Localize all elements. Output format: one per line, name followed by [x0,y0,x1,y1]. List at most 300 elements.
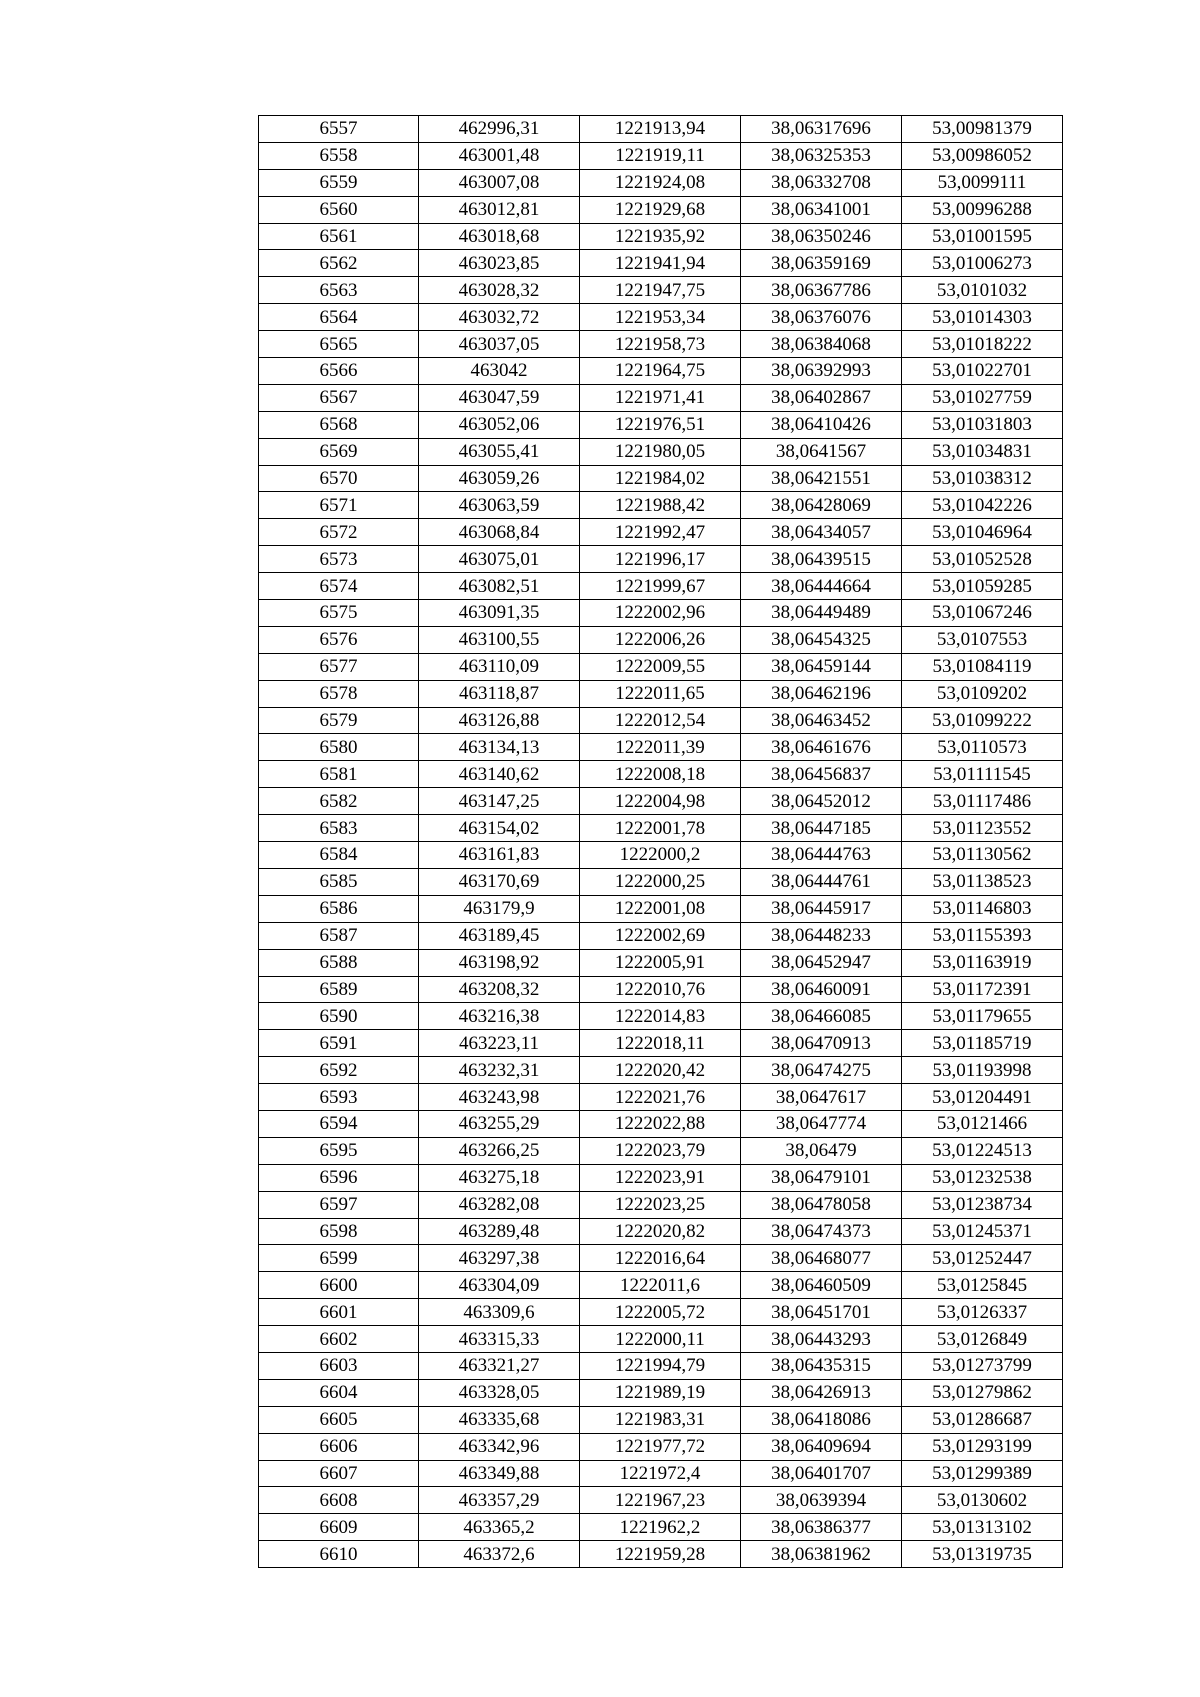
y-coordinate-cell: 1221947,75 [580,277,741,304]
table-row [259,196,1063,223]
latitude-cell: 53,0099111 [902,169,1063,196]
longitude-cell: 38,06456837 [741,761,902,788]
y-coordinate-cell: 1221988,42 [580,492,741,519]
latitude-cell: 53,01172391 [902,976,1063,1003]
x-coordinate-cell: 463091,35 [419,600,580,627]
x-coordinate-cell: 463223,11 [419,1030,580,1057]
point-number-cell: 6570 [259,465,419,492]
point-number-cell: 6603 [259,1352,419,1379]
latitude-cell: 53,01111545 [902,761,1063,788]
table-row [259,411,1063,438]
point-number-cell: 6575 [259,600,419,627]
y-coordinate-cell: 1222000,11 [580,1326,741,1353]
x-coordinate-cell: 463198,92 [419,949,580,976]
latitude-cell: 53,01293199 [902,1433,1063,1460]
y-coordinate-cell: 1222001,08 [580,895,741,922]
point-number-cell: 6584 [259,842,419,869]
coordinates-table [258,115,1063,1568]
y-coordinate-cell: 1221964,75 [580,358,741,385]
point-number-cell: 6576 [259,626,419,653]
longitude-cell: 38,06447185 [741,815,902,842]
table-row [259,1406,1063,1433]
point-number-cell: 6574 [259,573,419,600]
latitude-cell: 53,01031803 [902,411,1063,438]
table-row [259,1084,1063,1111]
y-coordinate-cell: 1222014,83 [580,1003,741,1030]
latitude-cell: 53,01027759 [902,384,1063,411]
x-coordinate-cell: 463047,59 [419,384,580,411]
latitude-cell: 53,0107553 [902,626,1063,653]
table-row [259,384,1063,411]
y-coordinate-cell: 1221959,28 [580,1541,741,1568]
x-coordinate-cell: 463037,05 [419,331,580,358]
y-coordinate-cell: 1221972,4 [580,1460,741,1487]
point-number-cell: 6585 [259,868,419,895]
longitude-cell: 38,06359169 [741,250,902,277]
table-row [259,1541,1063,1568]
table-row [259,895,1063,922]
point-number-cell: 6563 [259,277,419,304]
latitude-cell: 53,0101032 [902,277,1063,304]
longitude-cell: 38,06317696 [741,116,902,143]
y-coordinate-cell: 1221999,67 [580,573,741,600]
point-number-cell: 6571 [259,492,419,519]
x-coordinate-cell: 463082,51 [419,573,580,600]
y-coordinate-cell: 1222020,82 [580,1218,741,1245]
latitude-cell: 53,01123552 [902,815,1063,842]
x-coordinate-cell: 463255,29 [419,1110,580,1137]
latitude-cell: 53,01046964 [902,519,1063,546]
table-row [259,142,1063,169]
table-row [259,626,1063,653]
point-number-cell: 6566 [259,358,419,385]
longitude-cell: 38,06332708 [741,169,902,196]
point-number-cell: 6590 [259,1003,419,1030]
x-coordinate-cell: 463365,2 [419,1514,580,1541]
y-coordinate-cell: 1221996,17 [580,546,741,573]
latitude-cell: 53,01299389 [902,1460,1063,1487]
latitude-cell: 53,01232538 [902,1164,1063,1191]
point-number-cell: 6591 [259,1030,419,1057]
longitude-cell: 38,06386377 [741,1514,902,1541]
point-number-cell: 6587 [259,922,419,949]
table-row [259,1164,1063,1191]
x-coordinate-cell: 463170,69 [419,868,580,895]
longitude-cell: 38,06470913 [741,1030,902,1057]
y-coordinate-cell: 1221971,41 [580,384,741,411]
point-number-cell: 6609 [259,1514,419,1541]
x-coordinate-cell: 463315,33 [419,1326,580,1353]
latitude-cell: 53,0130602 [902,1487,1063,1514]
latitude-cell: 53,01034831 [902,438,1063,465]
point-number-cell: 6572 [259,519,419,546]
point-number-cell: 6606 [259,1433,419,1460]
x-coordinate-cell: 463243,98 [419,1084,580,1111]
y-coordinate-cell: 1222010,76 [580,976,741,1003]
x-coordinate-cell: 463140,62 [419,761,580,788]
table-row [259,546,1063,573]
point-number-cell: 6564 [259,304,419,331]
longitude-cell: 38,06474275 [741,1057,902,1084]
y-coordinate-cell: 1222020,42 [580,1057,741,1084]
longitude-cell: 38,06466085 [741,1003,902,1030]
longitude-cell: 38,06384068 [741,331,902,358]
latitude-cell: 53,01193998 [902,1057,1063,1084]
y-coordinate-cell: 1222016,64 [580,1245,741,1272]
y-coordinate-cell: 1222023,25 [580,1191,741,1218]
table-row [259,250,1063,277]
latitude-cell: 53,0125845 [902,1272,1063,1299]
latitude-cell: 53,00996288 [902,196,1063,223]
point-number-cell: 6578 [259,680,419,707]
y-coordinate-cell: 1222023,79 [580,1137,741,1164]
latitude-cell: 53,01204491 [902,1084,1063,1111]
point-number-cell: 6579 [259,707,419,734]
latitude-cell: 53,0109202 [902,680,1063,707]
longitude-cell: 38,06478058 [741,1191,902,1218]
longitude-cell: 38,06418086 [741,1406,902,1433]
longitude-cell: 38,06452947 [741,949,902,976]
x-coordinate-cell: 463289,48 [419,1218,580,1245]
point-number-cell: 6602 [259,1326,419,1353]
point-number-cell: 6596 [259,1164,419,1191]
x-coordinate-cell: 463042 [419,358,580,385]
point-number-cell: 6558 [259,142,419,169]
latitude-cell: 53,01286687 [902,1406,1063,1433]
table-row [259,868,1063,895]
x-coordinate-cell: 463055,41 [419,438,580,465]
latitude-cell: 53,00986052 [902,142,1063,169]
x-coordinate-cell: 463309,6 [419,1299,580,1326]
table-row [259,331,1063,358]
latitude-cell: 53,0110573 [902,734,1063,761]
point-number-cell: 6599 [259,1245,419,1272]
point-number-cell: 6582 [259,788,419,815]
latitude-cell: 53,01146803 [902,895,1063,922]
point-number-cell: 6600 [259,1272,419,1299]
x-coordinate-cell: 463018,68 [419,223,580,250]
y-coordinate-cell: 1222009,55 [580,653,741,680]
table-row [259,600,1063,627]
table-row [259,358,1063,385]
longitude-cell: 38,06401707 [741,1460,902,1487]
y-coordinate-cell: 1221992,47 [580,519,741,546]
longitude-cell: 38,06479101 [741,1164,902,1191]
y-coordinate-cell: 1221989,19 [580,1379,741,1406]
latitude-cell: 53,00981379 [902,116,1063,143]
x-coordinate-cell: 463349,88 [419,1460,580,1487]
x-coordinate-cell: 463342,96 [419,1433,580,1460]
longitude-cell: 38,06428069 [741,492,902,519]
latitude-cell: 53,0126337 [902,1299,1063,1326]
y-coordinate-cell: 1221976,51 [580,411,741,438]
x-coordinate-cell: 463216,38 [419,1003,580,1030]
point-number-cell: 6573 [259,546,419,573]
longitude-cell: 38,06463452 [741,707,902,734]
x-coordinate-cell: 463154,02 [419,815,580,842]
y-coordinate-cell: 1221983,31 [580,1406,741,1433]
table-row [259,1245,1063,1272]
y-coordinate-cell: 1222000,2 [580,842,741,869]
x-coordinate-cell: 463059,26 [419,465,580,492]
longitude-cell: 38,06434057 [741,519,902,546]
point-number-cell: 6581 [259,761,419,788]
longitude-cell: 38,0639394 [741,1487,902,1514]
x-coordinate-cell: 463179,9 [419,895,580,922]
table-row [259,815,1063,842]
x-coordinate-cell: 463304,09 [419,1272,580,1299]
point-number-cell: 6580 [259,734,419,761]
table-row [259,788,1063,815]
longitude-cell: 38,06410426 [741,411,902,438]
longitude-cell: 38,06474373 [741,1218,902,1245]
y-coordinate-cell: 1221958,73 [580,331,741,358]
longitude-cell: 38,06459144 [741,653,902,680]
table-row [259,976,1063,1003]
point-number-cell: 6561 [259,223,419,250]
longitude-cell: 38,06376076 [741,304,902,331]
x-coordinate-cell: 463189,45 [419,922,580,949]
x-coordinate-cell: 463007,08 [419,169,580,196]
x-coordinate-cell: 463100,55 [419,626,580,653]
point-number-cell: 6608 [259,1487,419,1514]
latitude-cell: 53,01224513 [902,1137,1063,1164]
longitude-cell: 38,06325353 [741,142,902,169]
table-row [259,465,1063,492]
longitude-cell: 38,06350246 [741,223,902,250]
longitude-cell: 38,06341001 [741,196,902,223]
latitude-cell: 53,01279862 [902,1379,1063,1406]
longitude-cell: 38,06451701 [741,1299,902,1326]
y-coordinate-cell: 1221980,05 [580,438,741,465]
latitude-cell: 53,01313102 [902,1514,1063,1541]
y-coordinate-cell: 1222012,54 [580,707,741,734]
y-coordinate-cell: 1221913,94 [580,116,741,143]
coordinates-table-body [259,116,1063,1568]
table-row [259,1030,1063,1057]
point-number-cell: 6610 [259,1541,419,1568]
point-number-cell: 6559 [259,169,419,196]
y-coordinate-cell: 1222008,18 [580,761,741,788]
x-coordinate-cell: 463012,81 [419,196,580,223]
y-coordinate-cell: 1222004,98 [580,788,741,815]
table-row [259,1487,1063,1514]
y-coordinate-cell: 1222006,26 [580,626,741,653]
table-row [259,1460,1063,1487]
point-number-cell: 6593 [259,1084,419,1111]
latitude-cell: 53,01022701 [902,358,1063,385]
x-coordinate-cell: 463032,72 [419,304,580,331]
point-number-cell: 6598 [259,1218,419,1245]
latitude-cell: 53,01099222 [902,707,1063,734]
point-number-cell: 6568 [259,411,419,438]
table-row [259,1433,1063,1460]
y-coordinate-cell: 1222021,76 [580,1084,741,1111]
point-number-cell: 6569 [259,438,419,465]
table-row [259,922,1063,949]
latitude-cell: 53,01067246 [902,600,1063,627]
x-coordinate-cell: 463023,85 [419,250,580,277]
longitude-cell: 38,06435315 [741,1352,902,1379]
table-row [259,492,1063,519]
longitude-cell: 38,06444664 [741,573,902,600]
y-coordinate-cell: 1222002,96 [580,600,741,627]
x-coordinate-cell: 463110,09 [419,653,580,680]
y-coordinate-cell: 1222005,91 [580,949,741,976]
table-row [259,1110,1063,1137]
table-row [259,1137,1063,1164]
x-coordinate-cell: 463075,01 [419,546,580,573]
latitude-cell: 53,01185719 [902,1030,1063,1057]
table-row [259,842,1063,869]
y-coordinate-cell: 1222000,25 [580,868,741,895]
table-row [259,519,1063,546]
table-row [259,277,1063,304]
table-row [259,438,1063,465]
latitude-cell: 53,01001595 [902,223,1063,250]
x-coordinate-cell: 463357,29 [419,1487,580,1514]
table-row [259,1191,1063,1218]
y-coordinate-cell: 1221977,72 [580,1433,741,1460]
y-coordinate-cell: 1221929,68 [580,196,741,223]
x-coordinate-cell: 463147,25 [419,788,580,815]
latitude-cell: 53,01018222 [902,331,1063,358]
y-coordinate-cell: 1222002,69 [580,922,741,949]
longitude-cell: 38,06421551 [741,465,902,492]
longitude-cell: 38,06452012 [741,788,902,815]
longitude-cell: 38,06462196 [741,680,902,707]
latitude-cell: 53,01084119 [902,653,1063,680]
point-number-cell: 6592 [259,1057,419,1084]
y-coordinate-cell: 1221924,08 [580,169,741,196]
longitude-cell: 38,06445917 [741,895,902,922]
table-row [259,1352,1063,1379]
longitude-cell: 38,06444763 [741,842,902,869]
x-coordinate-cell: 463275,18 [419,1164,580,1191]
x-coordinate-cell: 463001,48 [419,142,580,169]
x-coordinate-cell: 463335,68 [419,1406,580,1433]
point-number-cell: 6607 [259,1460,419,1487]
x-coordinate-cell: 463052,06 [419,411,580,438]
longitude-cell: 38,06468077 [741,1245,902,1272]
latitude-cell: 53,01042226 [902,492,1063,519]
table-row [259,1218,1063,1245]
y-coordinate-cell: 1221935,92 [580,223,741,250]
x-coordinate-cell: 463134,13 [419,734,580,761]
x-coordinate-cell: 463266,25 [419,1137,580,1164]
x-coordinate-cell: 463232,31 [419,1057,580,1084]
latitude-cell: 53,01014303 [902,304,1063,331]
y-coordinate-cell: 1222011,6 [580,1272,741,1299]
longitude-cell: 38,06460091 [741,976,902,1003]
latitude-cell: 53,01163919 [902,949,1063,976]
x-coordinate-cell: 463161,83 [419,842,580,869]
table-row [259,653,1063,680]
latitude-cell: 53,0126849 [902,1326,1063,1353]
x-coordinate-cell: 463208,32 [419,976,580,1003]
x-coordinate-cell: 463126,88 [419,707,580,734]
table-row [259,116,1063,143]
longitude-cell: 38,06444761 [741,868,902,895]
latitude-cell: 53,01130562 [902,842,1063,869]
x-coordinate-cell: 463063,59 [419,492,580,519]
point-number-cell: 6605 [259,1406,419,1433]
point-number-cell: 6601 [259,1299,419,1326]
latitude-cell: 53,01038312 [902,465,1063,492]
longitude-cell: 38,06454325 [741,626,902,653]
y-coordinate-cell: 1222011,65 [580,680,741,707]
table-row [259,707,1063,734]
y-coordinate-cell: 1221953,34 [580,304,741,331]
latitude-cell: 53,01155393 [902,922,1063,949]
point-number-cell: 6595 [259,1137,419,1164]
y-coordinate-cell: 1221984,02 [580,465,741,492]
longitude-cell: 38,0641567 [741,438,902,465]
longitude-cell: 38,06449489 [741,600,902,627]
point-number-cell: 6588 [259,949,419,976]
y-coordinate-cell: 1222023,91 [580,1164,741,1191]
y-coordinate-cell: 1221919,11 [580,142,741,169]
table-row [259,680,1063,707]
y-coordinate-cell: 1222005,72 [580,1299,741,1326]
x-coordinate-cell: 463028,32 [419,277,580,304]
latitude-cell: 53,01006273 [902,250,1063,277]
longitude-cell: 38,06479 [741,1137,902,1164]
y-coordinate-cell: 1221962,2 [580,1514,741,1541]
point-number-cell: 6577 [259,653,419,680]
latitude-cell: 53,01273799 [902,1352,1063,1379]
x-coordinate-cell: 463297,38 [419,1245,580,1272]
point-number-cell: 6604 [259,1379,419,1406]
point-number-cell: 6597 [259,1191,419,1218]
longitude-cell: 38,06409694 [741,1433,902,1460]
table-row [259,761,1063,788]
point-number-cell: 6557 [259,116,419,143]
table-row [259,223,1063,250]
x-coordinate-cell: 463328,05 [419,1379,580,1406]
latitude-cell: 53,01245371 [902,1218,1063,1245]
table-row [259,1299,1063,1326]
point-number-cell: 6583 [259,815,419,842]
table-row [259,304,1063,331]
table-row [259,169,1063,196]
longitude-cell: 38,06426913 [741,1379,902,1406]
latitude-cell: 53,01059285 [902,573,1063,600]
table-row [259,573,1063,600]
longitude-cell: 38,06392993 [741,358,902,385]
point-number-cell: 6589 [259,976,419,1003]
point-number-cell: 6567 [259,384,419,411]
table-row [259,1326,1063,1353]
latitude-cell: 53,01179655 [902,1003,1063,1030]
longitude-cell: 38,0647774 [741,1110,902,1137]
longitude-cell: 38,0647617 [741,1084,902,1111]
point-number-cell: 6594 [259,1110,419,1137]
latitude-cell: 53,01319735 [902,1541,1063,1568]
table-row [259,1514,1063,1541]
y-coordinate-cell: 1221994,79 [580,1352,741,1379]
x-coordinate-cell: 463372,6 [419,1541,580,1568]
y-coordinate-cell: 1222011,39 [580,734,741,761]
longitude-cell: 38,06367786 [741,277,902,304]
latitude-cell: 53,01117486 [902,788,1063,815]
longitude-cell: 38,06460509 [741,1272,902,1299]
point-number-cell: 6586 [259,895,419,922]
y-coordinate-cell: 1222018,11 [580,1030,741,1057]
table-row [259,1057,1063,1084]
longitude-cell: 38,06461676 [741,734,902,761]
y-coordinate-cell: 1221941,94 [580,250,741,277]
